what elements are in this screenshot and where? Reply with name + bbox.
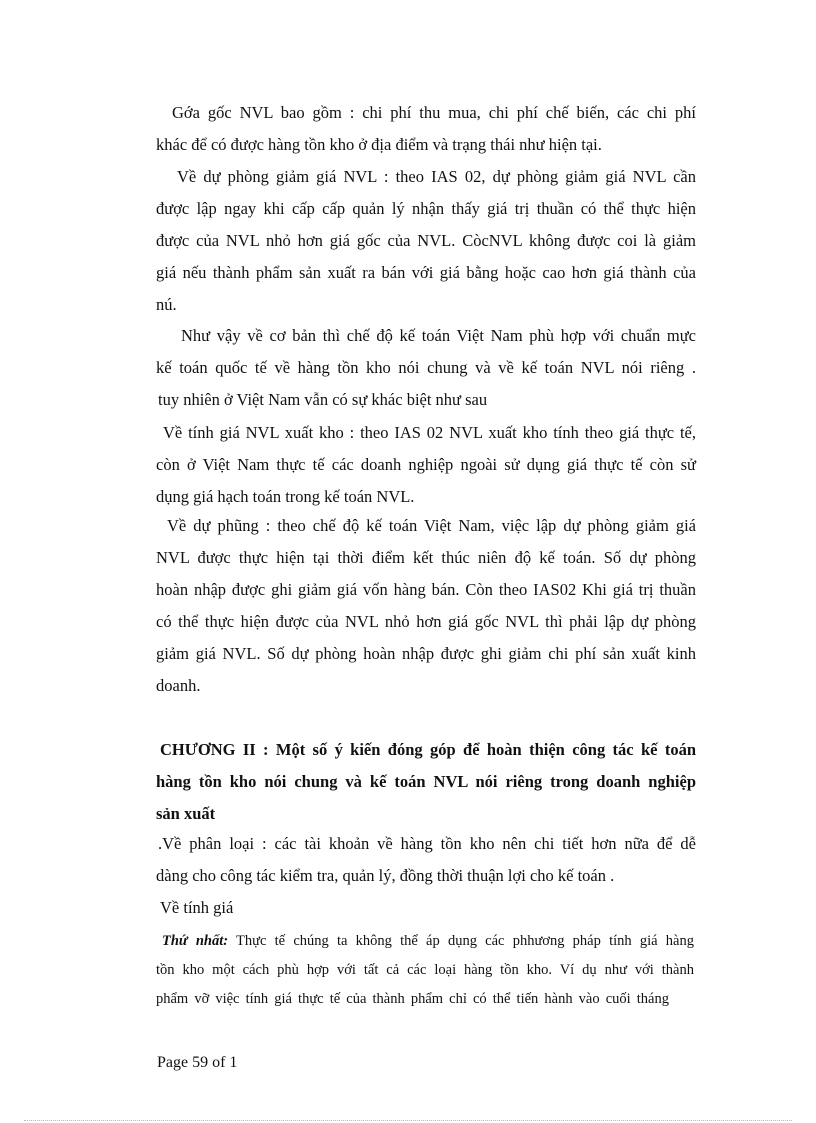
paragraph-line: được của NVL nhỏ hơn giá gốc của NVL. CòcNVL không được coi là giảm: [156, 231, 696, 250]
small-paragraph-line: [162, 931, 694, 951]
small-paragraph-line: phẩm vỡ việc tính giá thực tế của thành phẩm chỉ có thể tiến hành vào cuối tháng: [156, 991, 669, 1007]
paragraph-line: Về tính giá NVL xuất kho : theo IAS 02 NVL xuất kho tính theo giá thực tế,: [163, 423, 696, 442]
lead-label: Thứ nhất:: [162, 933, 229, 949]
small-paragraph-line: tồn kho một cách phù hợp với tất cả các loại hàng tồn kho. Ví dụ như với thành: [156, 962, 694, 978]
page-footer: Page 59 of 1: [157, 1054, 238, 1071]
paragraph-line: Gớa gốc NVL bao gồm : chi phí thu mua, chi phí chế biến, các chi phí: [172, 103, 696, 122]
paragraph-line: nú.: [156, 295, 177, 314]
paragraph-line: Như vậy về cơ bản thì chế độ kế toán Việt Nam phù hợp với chuẩn mực: [181, 326, 696, 345]
paragraph-line: hoàn nhập được ghi giảm giá vốn hàng bán. Còn theo IAS02 Khi giá trị thuần: [156, 580, 696, 599]
paragraph-line: còn ở Việt Nam thực tế các doanh nghiệp ngoài sử dụng giá thực tế còn sử: [156, 455, 696, 474]
chapter-heading: hàng tồn kho nói chung và kế toán NVL nói riêng trong doanh nghiệp: [156, 772, 696, 791]
paragraph-line: dàng cho công tác kiểm tra, quản lý, đồng thời thuận lợi cho kế toán .: [156, 866, 615, 885]
paragraph-line: khác để có được hàng tồn kho ở địa điểm và trạng thái như hiện tại.: [156, 135, 602, 154]
paragraph-line: tuy nhiên ở Việt Nam vẫn có sự khác biệt như sau: [158, 390, 488, 409]
paragraph-line: kế toán quốc tế về hàng tồn kho nói chung và về kế toán NVL nói riêng .: [156, 358, 696, 377]
page-border: [24, 1120, 792, 1121]
paragraph-line: doanh.: [156, 676, 201, 695]
chapter-heading: CHƯƠNG II : Một số ý kiến đóng góp để hoàn thiện công tác kế toán: [160, 740, 696, 759]
paragraph-line: Về dự phòng giảm giá NVL : theo IAS 02, dự phòng giảm giá NVL cần: [177, 167, 696, 186]
paragraph-line: có thể thực hiện được của NVL nhỏ hơn giá gốc NVL thì phải lập dự phòng: [156, 612, 696, 631]
paragraph-line: được lập ngay khi cấp cấp quản lý nhận thấy giá trị thuần có thể thực hiện: [156, 199, 696, 218]
paragraph-line: NVL được thực hiện tại thời điểm kết thúc niên độ kế toán. Số dự phòng: [156, 548, 696, 567]
paragraph-line: dụng giá hạch toán trong kế toán NVL.: [156, 487, 415, 506]
paragraph-line: giá nếu thành phẩm sản xuất ra bán với giá bằng hoặc cao hơn giá thành của: [156, 263, 696, 282]
paragraph-line: Về tính giá: [160, 898, 234, 917]
chapter-heading: sản xuất: [156, 804, 216, 823]
paragraph-line: .Về phân loại : các tài khoản về hàng tồn kho nên chi tiết hơn nữa để dễ: [158, 834, 696, 853]
paragraph-line: Về dự phũng : theo chế độ kế toán Việt Nam, việc lập dự phòng giảm giá: [167, 516, 696, 535]
paragraph-line: giảm giá NVL. Số dự phòng hoàn nhập được ghi giảm chi phí sản xuất kinh: [156, 644, 696, 663]
lead-text: Thực tế chúng ta không thể áp dụng các phhương pháp tính giá hàng: [228, 933, 694, 949]
